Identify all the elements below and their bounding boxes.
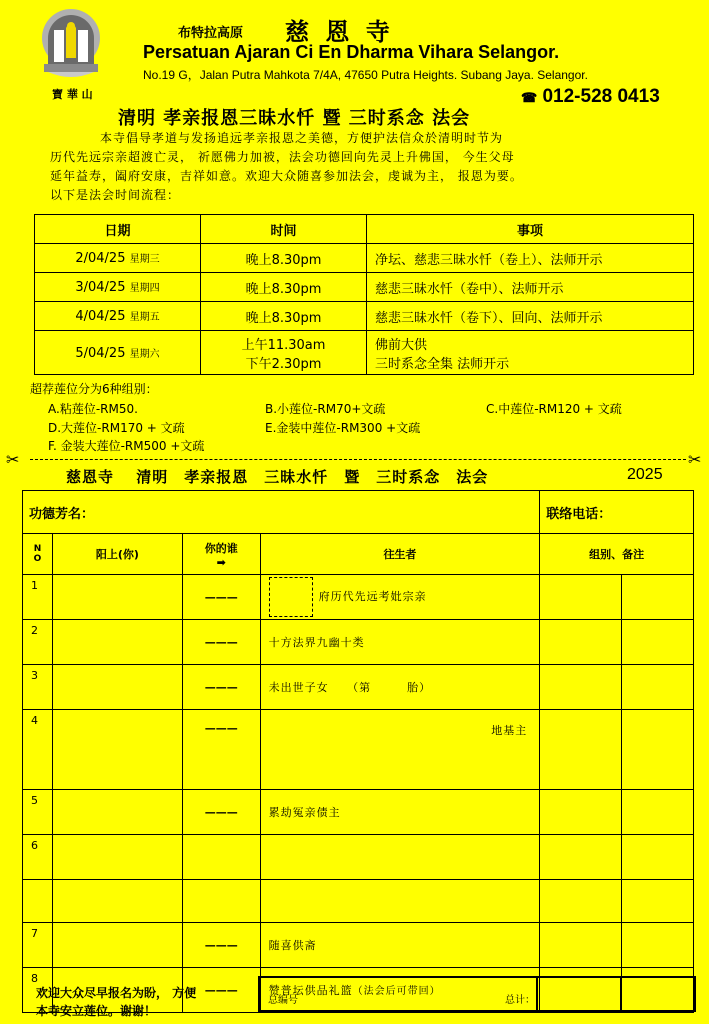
- arrow-right-icon: ➡: [216, 555, 226, 569]
- donor-name-field[interactable]: 功德芳名：: [23, 491, 540, 534]
- address: No.19 G，Jalan Putra Mahkota 7/4A, 47650 Putra Heights. Subang Jaya. Selangor.: [143, 68, 588, 82]
- relation-cell[interactable]: ———: [182, 575, 260, 620]
- col-date: 日期: [35, 215, 201, 244]
- yang-cell[interactable]: [52, 620, 182, 665]
- bottom-note: [36, 984, 196, 1020]
- row-number: [23, 880, 53, 923]
- schedule-row: [35, 302, 694, 331]
- relation-cell[interactable]: ———: [182, 620, 260, 665]
- col-item: 事项: [367, 215, 694, 244]
- time-value: 上午11.30am: [241, 337, 326, 353]
- note-cell[interactable]: [622, 835, 694, 880]
- group-c: C.中莲位-RM120 + 文疏: [486, 402, 622, 416]
- schedule-row: [35, 273, 694, 302]
- yang-cell[interactable]: [52, 880, 182, 923]
- deceased-cell[interactable]: 累劫冤亲债主: [260, 790, 540, 835]
- group-d: D.大莲位-RM170 + 文疏: [48, 421, 185, 435]
- weekday: 星期五: [129, 312, 160, 323]
- row-number: 1: [23, 575, 53, 620]
- note-cell[interactable]: [622, 620, 694, 665]
- time-cell: [201, 331, 367, 375]
- cut-line: [30, 459, 686, 460]
- col-note: 组别、备注: [540, 534, 694, 575]
- total-label: 总计：: [505, 995, 535, 1006]
- deceased-cell[interactable]: 随喜供斋: [260, 923, 540, 968]
- deceased-cell[interactable]: [260, 575, 540, 620]
- date-value: 3/04/25: [75, 280, 126, 295]
- col-yang: 阳上(你): [52, 534, 182, 575]
- group-b: B.小莲位-RM70+文疏: [265, 402, 386, 416]
- group-cell[interactable]: [540, 665, 622, 710]
- total-divider: [620, 976, 621, 1012]
- relation-cell[interactable]: ———: [182, 968, 260, 1013]
- yang-cell[interactable]: [52, 790, 182, 835]
- col-no: N O: [23, 534, 53, 575]
- form-title: 慈恩寺 清明 孝亲报恩 三昧水忏 暨 三时系念 法会: [66, 468, 489, 486]
- yang-cell[interactable]: [52, 923, 182, 968]
- date-cell: [35, 302, 201, 331]
- row-number: 8: [23, 968, 53, 1013]
- total-number-label: 总编号: [268, 995, 298, 1006]
- form-row-blank: [23, 880, 694, 923]
- deceased-cell[interactable]: 地基主: [260, 710, 540, 790]
- item-cell: 慈悲三昧水忏（卷下）、回向、法师开示: [367, 302, 694, 331]
- scissors-icon: ✂: [688, 450, 702, 469]
- bottom-note-line: 欢迎大众尽早报名为盼， 方便: [36, 986, 197, 1000]
- form-year: 2025: [627, 466, 663, 483]
- location-name: 布特拉高原: [178, 26, 244, 41]
- registration-form: [22, 490, 694, 1013]
- form-row: [23, 835, 694, 880]
- col-deceased: 往生者: [260, 534, 540, 575]
- deceased-text: 府历代先远考妣宗亲: [318, 590, 427, 603]
- col-relation-label: 你的谁: [204, 541, 238, 555]
- name-box[interactable]: [269, 577, 313, 617]
- form-row: [23, 923, 694, 968]
- row-number: 6: [23, 835, 53, 880]
- relation-cell[interactable]: ———: [182, 710, 260, 790]
- form-row: [23, 620, 694, 665]
- group-cell[interactable]: [540, 880, 622, 923]
- note-cell[interactable]: [622, 665, 694, 710]
- date-value: 5/04/25: [75, 345, 126, 361]
- scissors-icon: ✂: [6, 450, 20, 469]
- time-value: 下午2.30pm: [245, 356, 322, 372]
- group-f: F. 金装大莲位-RM500 +文疏: [48, 439, 205, 453]
- date-cell: [35, 331, 201, 375]
- group-cell[interactable]: [540, 710, 622, 790]
- deceased-cell[interactable]: [260, 835, 540, 880]
- form-row: [23, 710, 694, 790]
- schedule-table: [34, 214, 694, 375]
- row-number: 4: [23, 710, 53, 790]
- intro-paragraph: [50, 129, 690, 205]
- schedule-row: [35, 331, 694, 375]
- group-cell[interactable]: [540, 923, 622, 968]
- group-e: E.金装中莲位-RM300 +文疏: [265, 421, 421, 435]
- deceased-note: （法会后可带回）: [352, 986, 441, 997]
- form-row: [23, 665, 694, 710]
- row-number: 3: [23, 665, 53, 710]
- form-row: [23, 575, 694, 620]
- time-cell: 晚上8.30pm: [201, 244, 367, 273]
- groups-title: 超荐莲位分为6种组别：: [30, 382, 158, 396]
- relation-cell[interactable]: [182, 835, 260, 880]
- group-cell[interactable]: [540, 620, 622, 665]
- intro-line: 延年益寿，阖府安康，吉祥如意。欢迎大众随喜参加法会，虔诚为主， 报恩为要。: [50, 169, 523, 183]
- time-cell: 晚上8.30pm: [201, 273, 367, 302]
- deceased-cell[interactable]: 未出世子女 （第 胎）: [260, 665, 540, 710]
- weekday: 星期四: [129, 283, 160, 294]
- relation-cell[interactable]: ———: [182, 790, 260, 835]
- date-cell: [35, 273, 201, 302]
- yang-cell[interactable]: [52, 575, 182, 620]
- relation-cell[interactable]: [182, 880, 260, 923]
- temple-logo: [40, 8, 102, 80]
- relation-cell[interactable]: ———: [182, 665, 260, 710]
- intro-line: 本寺倡导孝道与发扬追远孝亲报恩之美德，方便护法信众於清明时节为: [100, 131, 504, 145]
- phone-text: 012-528 0413: [542, 86, 660, 107]
- col-time: 时间: [201, 215, 367, 244]
- donor-row: [23, 491, 694, 534]
- yang-cell[interactable]: [52, 835, 182, 880]
- total-divider: [536, 976, 538, 1012]
- note-cell[interactable]: [622, 880, 694, 923]
- event-title: 清明 孝亲报恩三昧水忏 暨 三时系念 法会: [118, 108, 471, 129]
- phone-number: [521, 86, 660, 108]
- phone-icon: ☎: [521, 90, 538, 105]
- note-cell[interactable]: [622, 923, 694, 968]
- bottom-note-line: 本寺安立莲位。谢谢！: [36, 1004, 157, 1018]
- col-relation: [182, 534, 260, 575]
- weekday: 星期六: [129, 348, 160, 360]
- yang-cell[interactable]: [52, 665, 182, 710]
- temple-name-cn: 慈 恩 寺: [285, 18, 394, 46]
- item-value: 佛前大供: [375, 337, 428, 353]
- time-cell: 晚上8.30pm: [201, 302, 367, 331]
- relation-cell[interactable]: ———: [182, 923, 260, 968]
- deceased-text: 赞普坛供品礼篮: [268, 984, 353, 997]
- weekday: 星期三: [129, 254, 160, 265]
- schedule-row: [35, 244, 694, 273]
- deceased-cell[interactable]: 十方法界九幽十类: [260, 620, 540, 665]
- item-cell: 净坛、慈悲三昧水忏（卷上）、法师开示: [367, 244, 694, 273]
- intro-line: 以下是法会时间流程：: [50, 188, 181, 202]
- form-row: [23, 790, 694, 835]
- schedule-header-row: [35, 215, 694, 244]
- note-cell[interactable]: [622, 575, 694, 620]
- date-value: 2/04/25: [75, 251, 126, 266]
- deceased-cell[interactable]: [260, 880, 540, 923]
- group-cell[interactable]: [540, 835, 622, 880]
- row-number: 5: [23, 790, 53, 835]
- item-cell: [367, 331, 694, 375]
- note-cell[interactable]: [622, 710, 694, 790]
- item-value: 三时系念全集 法师开示: [375, 356, 510, 372]
- row-number: 7: [23, 923, 53, 968]
- group-cell[interactable]: [540, 575, 622, 620]
- contact-phone-field[interactable]: 联络电话：: [540, 491, 694, 534]
- logo-caption: 寶 華 山: [52, 88, 93, 101]
- group-cell[interactable]: [540, 790, 622, 835]
- temple-name-en: Persatuan Ajaran Ci En Dharma Vihara Selangor.: [143, 42, 560, 62]
- row-number: 2: [23, 620, 53, 665]
- yang-cell[interactable]: [52, 710, 182, 790]
- date-value: 4/04/25: [75, 309, 126, 324]
- form-header-row: [23, 534, 694, 575]
- total-box[interactable]: [258, 976, 696, 1012]
- intro-line: 历代先远宗亲超渡亡灵， 祈愿佛力加被，法会功德回向先灵上升佛国， 今生父母: [50, 150, 515, 164]
- date-cell: [35, 244, 201, 273]
- note-cell[interactable]: [622, 790, 694, 835]
- group-a: A.粘莲位-RM50.: [48, 402, 138, 416]
- item-cell: 慈悲三昧水忏（卷中）、法师开示: [367, 273, 694, 302]
